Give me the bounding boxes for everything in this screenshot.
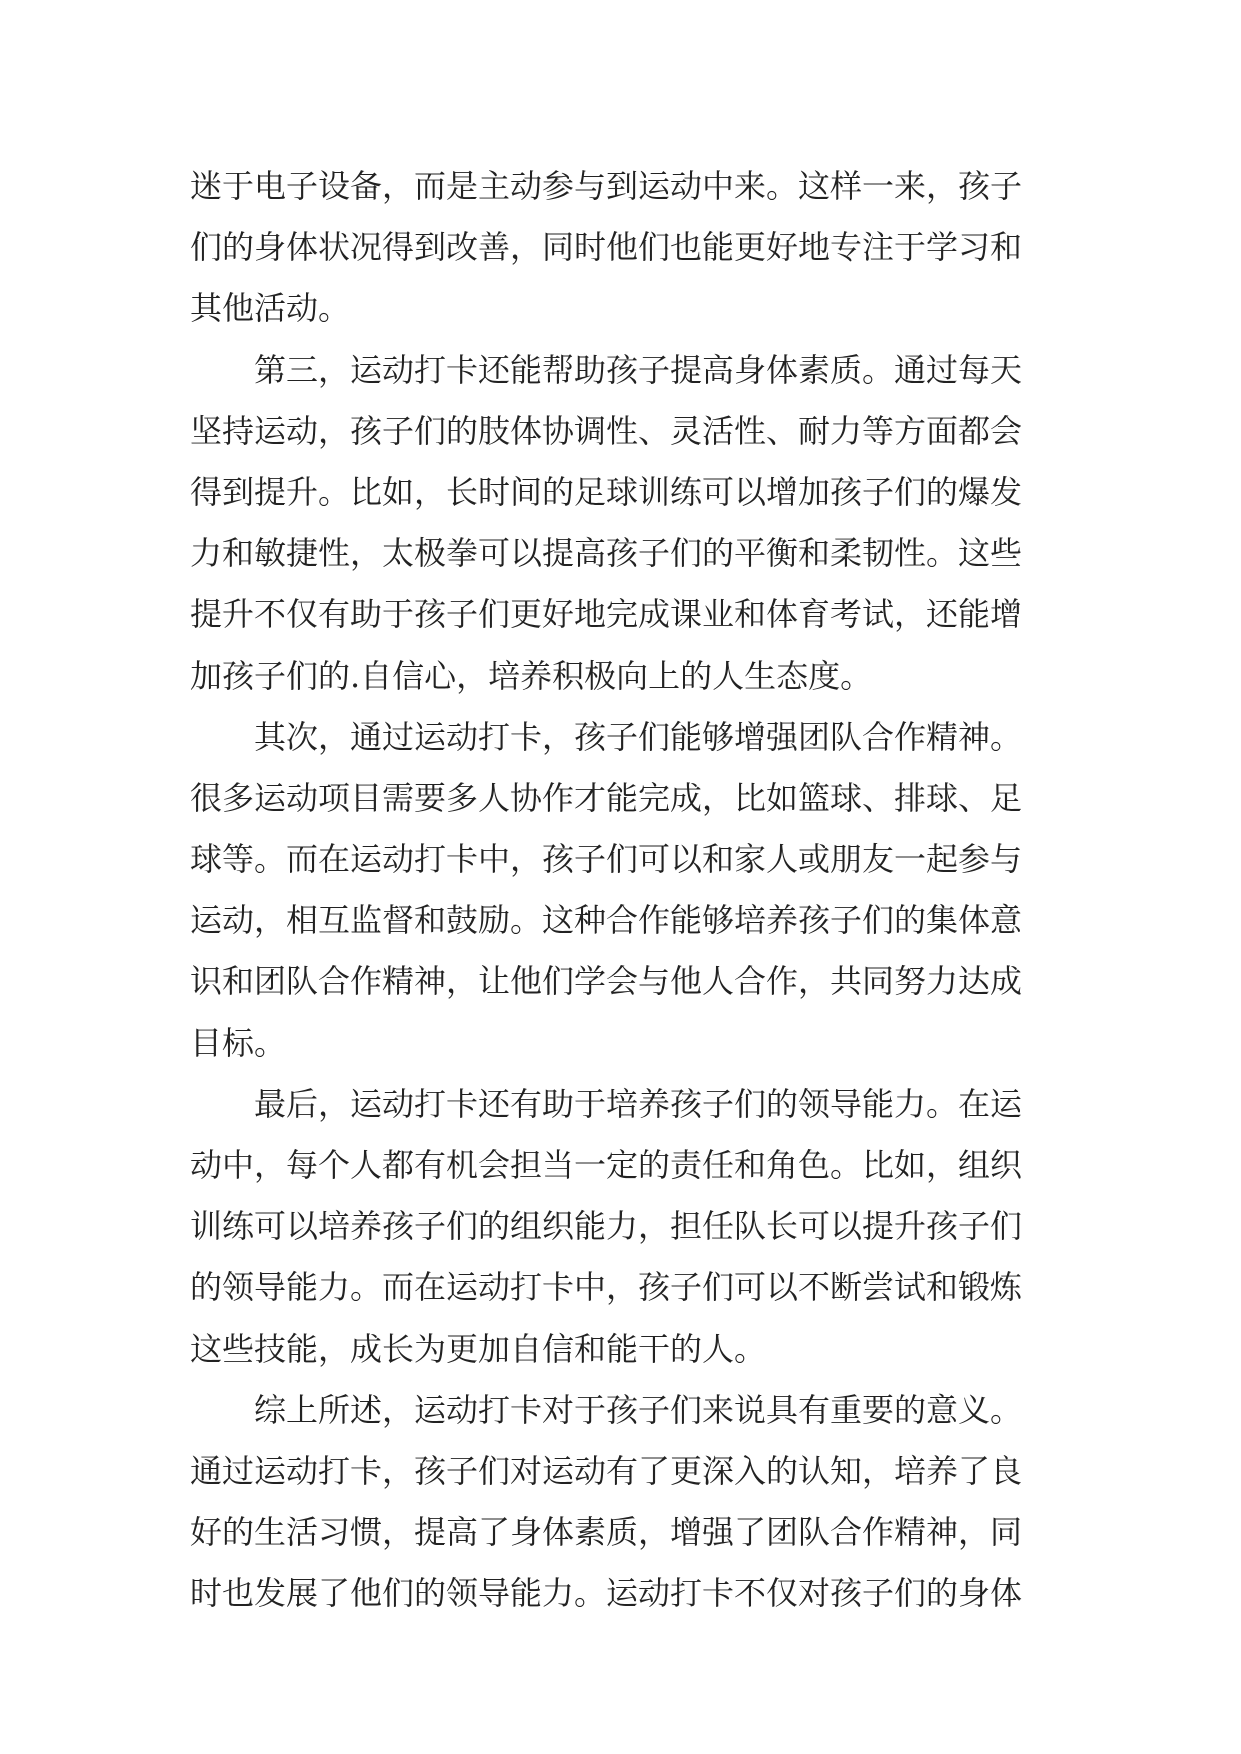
paragraph-first-line: 综上所述，运动打卡对于孩子们来说具有重要的意义。 [254, 1390, 1023, 1429]
text-line: 通过运动打卡，孩子们对运动有了更深入的认知，培养了良 [190, 1451, 1023, 1490]
text-line: 力和敏捷性，太极拳可以提高孩子们的平衡和柔韧性。这些 [190, 534, 1023, 573]
text-line: 运动，相互监督和鼓励。这种合作能够培养孩子们的集体意 [190, 901, 1023, 940]
text-line: 很多运动项目需要多人协作才能完成，比如篮球、排球、足 [190, 778, 1023, 817]
text-line: 坚持运动，孩子们的肢体协调性、灵活性、耐力等方面都会 [190, 411, 1023, 450]
paragraph-first-line: 其次，通过运动打卡，孩子们能够增强团队合作精神。 [254, 717, 1023, 756]
text-line: 球等。而在运动打卡中，孩子们可以和家人或朋友一起参与 [190, 840, 1023, 879]
text-line: 的领导能力。而在运动打卡中，孩子们可以不断尝试和锻炼 [190, 1268, 1023, 1307]
paragraph-first-line: 第三，运动打卡还能帮助孩子提高身体素质。通过每天 [254, 350, 1023, 389]
text-line: 提升不仅有助于孩子们更好地完成课业和体育考试，还能增 [190, 595, 1023, 634]
text-line: 其他活动。 [190, 289, 351, 328]
text-line: 时也发展了他们的领导能力。运动打卡不仅对孩子们的身体 [190, 1574, 1023, 1613]
text-line: 迷于电子设备，而是主动参与到运动中来。这样一来，孩子 [190, 167, 1023, 205]
text-line: 得到提升。比如，长时间的足球训练可以增加孩子们的爆发 [190, 472, 1023, 511]
text-line: 训练可以培养孩子们的组织能力，担任队长可以提升孩子们 [190, 1207, 1023, 1246]
text-line: 动中，每个人都有机会担当一定的责任和角色。比如，组织 [190, 1146, 1023, 1184]
text-line: 目标。 [190, 1023, 287, 1062]
text-line: 好的生活习惯，提高了身体素质，增强了团队合作精神，同 [190, 1513, 1023, 1552]
text-line: 们的身体状况得到改善，同时他们也能更好地专注于学习和 [190, 228, 1023, 267]
text-line: 识和团队合作精神，让他们学会与他人合作，共同努力达成 [190, 962, 1023, 1001]
paragraph-first-line: 最后，运动打卡还有助于培养孩子们的领导能力。在运 [254, 1084, 1023, 1123]
body-text [190, 156, 1070, 1625]
text-line: 加孩子们的.自信心，培养积极向上的人生态度。 [190, 656, 873, 695]
text-line: 这些技能，成长为更加自信和能干的人。 [190, 1329, 767, 1368]
